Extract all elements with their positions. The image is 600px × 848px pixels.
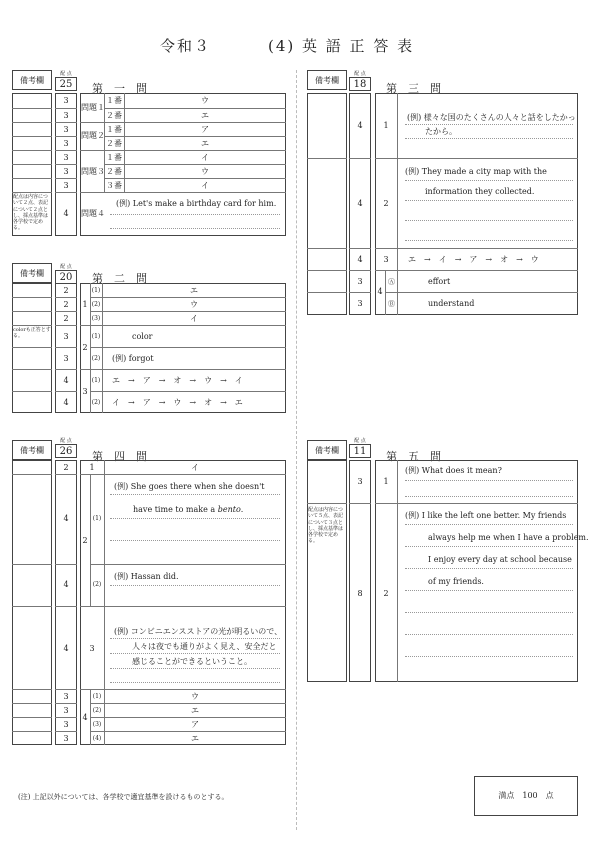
s4-haiten-label: 配 点 [60,438,72,444]
footer-note: (注) 上記以外については、各学校で適宜基準を設けるものとする。 [18,793,229,801]
s3-num-4: 4 [377,287,383,296]
s2-ans-4: color [132,332,153,341]
s1-q1-label: 問題１ [81,103,105,112]
s1-haiten-label: 配 点 [60,71,72,77]
s3-title: 第 三 問 [386,82,441,95]
s4-ans-6: エ [191,706,199,715]
s1-title: 第 一 問 [92,82,147,95]
s3-ans-5: understand [428,299,475,308]
s1-ans-2: エ [201,111,209,120]
s5-bikou-col [307,460,347,682]
s1-ans-6: ウ [201,167,209,176]
s1-ans-3: ア [201,125,209,134]
s2-bikou-label: 備考欄 [20,269,44,278]
s1-pt-7: 3 [63,181,69,190]
s1-ans-1: ウ [201,96,209,105]
s3-pt-1: 4 [357,121,363,130]
s3-ans-1-line1: (例) 様々な国のたくさんの人々と話をしたかっ [407,113,576,122]
s4-ans-4-line3: 感じることができるということ。 [132,657,252,666]
s4-pt-7: 3 [63,720,69,729]
s4-ans-2-line1: (例) She goes there when she doesn't [114,482,265,491]
s3-num-3: 3 [383,255,389,264]
s3-ans-4: effort [428,277,451,286]
s4-ans-2-line2a: have time to make a [133,505,218,514]
s4-ans-1: イ [191,463,199,472]
s2-pt-2: 2 [63,300,69,309]
page-title: (4) 英 語 正 答 表 [268,37,415,55]
s2-ans-3: イ [190,314,198,323]
s4-ans-8: エ [191,734,199,743]
s2-pt-5: 3 [63,354,69,363]
s4-sub-4-3: (3) [92,721,102,728]
s3-bikou-label: 備考欄 [315,76,339,85]
s2-group-3: 3 [82,387,88,396]
s5-answer-table [375,460,578,682]
s2-title: 第 二 問 [92,272,147,285]
s2-sub-3: (3) [91,315,101,322]
s1-pt-6: 3 [63,167,69,176]
s4-pt-8: 3 [63,734,69,743]
s2-sub-7: (2) [91,399,101,406]
s5-note: 配点は内容について５点、表記について３点とし、採点基準は各学校で定める。 [308,507,344,545]
s2-sub-2: (2) [91,301,101,308]
s4-pt-6: 3 [63,706,69,715]
s5-ans-2-line2: always help me when I have a problem. [428,533,589,542]
s5-ans-2-line3: I enjoy every day at school because [428,555,572,564]
s4-ans-2-bento: bento [217,505,241,514]
s1-ans-4: エ [201,139,209,148]
s2-sub-1: (1) [91,287,101,294]
s5-points: 11 [353,446,367,457]
s2-haiten-label: 配 点 [60,264,72,270]
s4-num-1: 1 [89,463,95,472]
s3-ans-2-line2: information they collected. [425,187,535,196]
s4-title: 第 四 問 [92,450,147,463]
s5-bikou-label: 備考欄 [315,446,339,455]
s4-num-3: 3 [89,644,95,653]
s5-ans-2-line1: (例) I like the left one better. My friends [405,511,567,520]
s1-num-5: １番 [106,153,122,162]
s2-sub-4: (1) [91,333,101,340]
s3-num-2: 2 [383,199,389,208]
s2-pt-7: 4 [63,398,69,407]
s2-note: colorも正答とする。 [13,327,51,340]
s2-pt-6: 4 [63,376,69,385]
era-label: 令和３ [160,37,212,55]
s3-pt-4: 3 [357,277,363,286]
total-score: 満点 100 点 [498,791,554,800]
s1-q4-label: 問題４ [81,209,105,218]
s2-points: 20 [59,272,73,283]
s1-q2-label: 問題２ [81,131,105,140]
s1-num-7: ３番 [106,181,122,190]
s2-sub-5: (2) [91,355,101,362]
s1-pt-3: 3 [63,125,69,134]
s3-sub-a: Ⓐ [388,278,395,286]
s3-points: 18 [353,79,367,90]
s4-sub-4-4: (4) [92,735,102,742]
s1-ans-5: イ [201,153,209,162]
s1-num-4: ２番 [106,139,122,148]
s1-bikou-label: 備考欄 [20,76,44,85]
s5-num-1: 1 [383,477,389,486]
s4-sub-1: (1) [92,515,102,522]
s4-ans-2-line2 [133,506,243,514]
s4-pt-3: 4 [63,580,69,589]
s4-group-4: 4 [82,713,88,722]
s3-pt-3: 4 [357,255,363,264]
s5-points-col [349,460,371,682]
s1-pt-4: 3 [63,139,69,148]
center-divider [296,70,297,830]
s3-ans-3: エ → イ → ア → オ → ウ [408,255,539,264]
s3-ans-1-line2: たから。 [425,127,457,136]
s4-pt-2: 4 [63,514,69,523]
s1-num-1: １番 [106,96,122,105]
s1-pt-2: 3 [63,111,69,120]
s5-pt-1: 3 [357,477,363,486]
s3-pt-5: 3 [357,299,363,308]
s3-num-1: 1 [383,121,389,130]
s5-num-2: 2 [383,589,389,598]
s1-ans-q4: (例) Let's make a birthday card for him. [116,199,277,208]
s4-sub-2: (2) [92,581,102,588]
s1-pt-5: 3 [63,153,69,162]
s2-ans-1: エ [190,286,198,295]
s1-num-6: ２番 [106,167,122,176]
s5-haiten-label: 配 点 [354,438,366,444]
s1-num-2: ２番 [106,111,122,120]
s2-ans-2: ウ [190,300,198,309]
s5-title: 第 五 問 [386,450,441,463]
s1-ans-7: イ [201,181,209,190]
s1-note: 配点は内容について２点、表記について２点とし、採点基準は各学校で定める。 [13,194,49,232]
s5-ans-2-line4: of my friends. [428,577,484,586]
s2-group-2: 2 [82,343,88,352]
s1-q3-label: 問題３ [81,167,105,176]
s4-sub-4-2: (2) [92,707,102,714]
s3-ans-2-line1: (例) They made a city map with the [405,167,547,176]
s4-sub-4-1: (1) [92,693,102,700]
s4-pt-5: 3 [63,692,69,701]
s3-answer-table [375,93,578,315]
s2-ans-7: イ → ア → ウ → オ → エ [112,398,243,407]
s3-pt-2: 4 [357,199,363,208]
s3-haiten-label: 配 点 [354,71,366,77]
s2-ans-6: エ → ア → オ → ウ → イ [112,376,243,385]
s2-pt-1: 2 [63,286,69,295]
s5-ans-1: (例) What does it mean? [405,466,502,475]
s4-ans-4-line1: (例) コンビニエンスストアの光が明るいので、 [114,627,283,636]
s4-points: 26 [59,446,73,457]
s4-bikou-label: 備考欄 [20,446,44,455]
s4-ans-2-line2c: . [240,505,244,514]
s4-ans-5: ウ [191,692,199,701]
s2-ans-5: (例) forgot [112,354,154,363]
s2-group-1: 1 [82,300,88,309]
s2-bikou-col [12,283,52,413]
s4-group-2: 2 [82,536,88,545]
s1-pt-1: 3 [63,96,69,105]
s5-pt-2: 8 [357,589,363,598]
s1-points: 25 [59,79,73,90]
s2-sub-6: (1) [91,377,101,384]
s4-ans-4-line2: 人々は夜でも通りがよく見え、安全だと [132,642,277,651]
s2-pt-4: 3 [63,332,69,341]
s2-pt-3: 2 [63,314,69,323]
s3-sub-b: Ⓑ [388,300,395,308]
s4-ans-7: ア [191,720,199,729]
s4-pt-1: 2 [63,463,69,472]
s4-pt-4: 4 [63,644,69,653]
s4-ans-3: (例) Hassan did. [114,572,179,581]
s1-pt-q4: 4 [63,209,69,218]
s1-num-3: １番 [106,125,122,134]
s3-bikou-col [307,93,347,315]
